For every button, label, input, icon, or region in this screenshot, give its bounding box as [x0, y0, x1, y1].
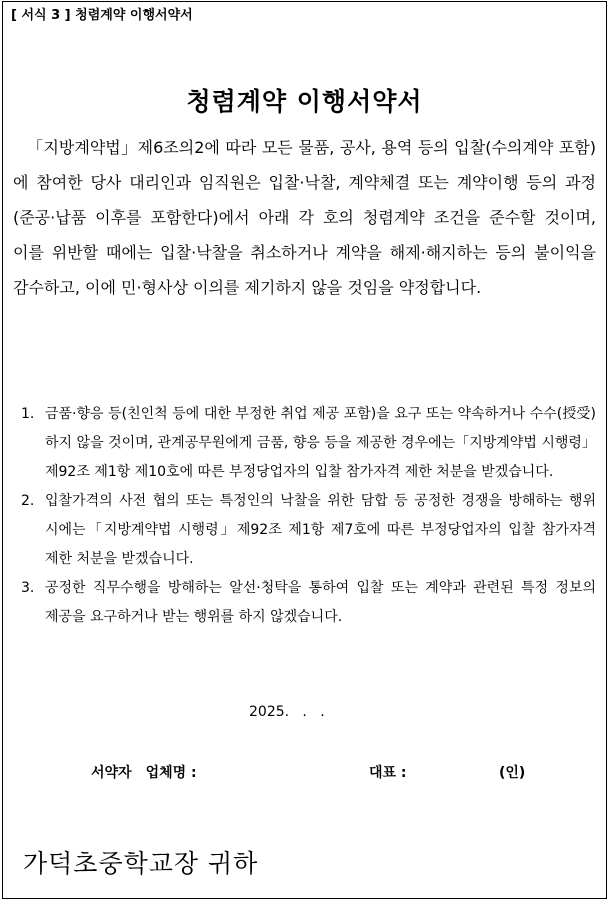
item-text: 입찰가격의 사전 협의 또는 특정인의 낙찰을 위한 담합 등 공정한 경쟁을 방해하는 행위 시에는「지방계약법 시행령」제92조 제1항 제7호에 따른 부정당업자의 입찰 참가자격 제한 처분을 받겠습니다. — [45, 493, 596, 567]
pledge-items — [21, 400, 596, 632]
company-name-label: 업체명 : — [145, 765, 197, 781]
pledge-item — [21, 400, 596, 487]
signer-line — [91, 762, 197, 782]
pledge-date: 2025. . . — [249, 704, 325, 720]
representative-label: 대표 : — [369, 765, 407, 781]
signer-role: 서약자 — [91, 765, 132, 781]
pledge-item — [21, 574, 596, 632]
pledge-item — [21, 487, 596, 574]
seal-mark: (인) — [499, 765, 526, 781]
document-title: 청렴계약 이행서약서 — [186, 87, 423, 116]
addressee: 가덕초중학교장 귀하 — [23, 849, 259, 878]
item-number: 3. — [21, 580, 35, 596]
pledge-document — [2, 1, 607, 899]
item-number: 1. — [21, 406, 35, 422]
item-text: 공정한 직무수행을 방해하는 알선·청탁을 통하여 입찰 또는 계약과 관련된 특정 정보의 제공을 요구하거나 받는 행위를 하지 않겠습니다. — [45, 580, 596, 625]
form-tag: [ 서식 3 ] 청렴계약 이행서약서 — [11, 8, 193, 23]
item-number: 2. — [21, 493, 35, 509]
intro-paragraph: 「지방계약법」제6조의2에 따라 모든 물품, 공사, 용역 등의 입찰(수의계약 포함)에 참여한 당사 대리인과 임직원은 입찰·낙찰, 계약체결 또는 계약이행 등의 과정(준공·납품 이후를 포함한다)에서 아래 각 호의 청렴계약 조건을 준수할 것이며, 이를 위반할 때에는 입찰·낙찰을 취소하거나 계약을 해제·해지하는 등의 불이익을 감수하고, 이에 민·형사상 이의를 제기하지 않을 것임을 약정합니다. — [13, 138, 596, 297]
item-text: 금품·향응 등(친인척 등에 대한 부정한 취업 제공 포함)을 요구 또는 약속하거나 수수(授受)하지 않을 것이며, 관계공무원에게 금품, 향응 등을 제공한 경우에는「지방계약법 시행령」제92조 제1항 제10호에 따른 부정당업자의 입찰 참가자격 제한 처분을 받겠습니다. — [45, 406, 596, 480]
